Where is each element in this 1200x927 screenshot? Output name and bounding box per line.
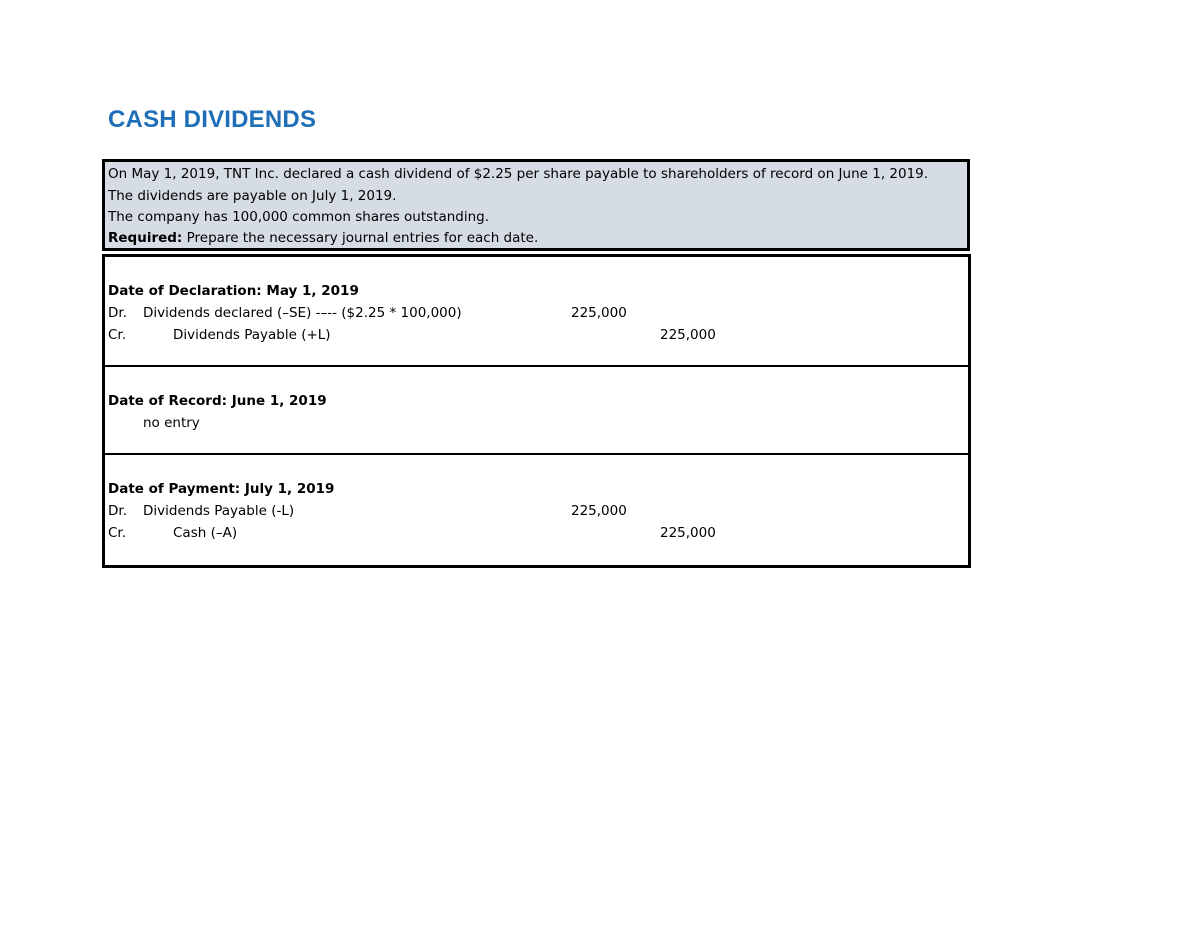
payment-debit-prefix: Dr.	[108, 503, 127, 519]
problem-required-line	[108, 229, 538, 247]
declaration-debit-account: Dividends declared (–SE) -–-- ($2.25 * 100,000)	[143, 305, 462, 321]
journal-entries-box	[102, 254, 971, 568]
page-title: CASH DIVIDENDS	[108, 106, 317, 133]
declaration-debit-prefix: Dr.	[108, 305, 127, 321]
problem-statement-box	[102, 159, 970, 251]
problem-line-3: The company has 100,000 common shares outstanding.	[108, 209, 490, 225]
payment-credit-amount: 225,000	[660, 525, 716, 541]
payment-credit-account: Cash (–A)	[173, 525, 238, 541]
record-note: no entry	[143, 415, 200, 431]
payment-heading: Date of Payment: July 1, 2019	[108, 481, 335, 497]
problem-line-1: On May 1, 2019, TNT Inc. declared a cash dividend of $2.25 per share payable to shareholders of record on June 1, 2019.	[108, 166, 929, 182]
section-divider	[105, 453, 968, 455]
payment-credit-prefix: Cr.	[108, 525, 127, 541]
declaration-heading: Date of Declaration: May 1, 2019	[108, 283, 359, 299]
required-text: Prepare the necessary journal entries for each date.	[182, 230, 539, 246]
payment-debit-amount: 225,000	[571, 503, 627, 519]
payment-debit-account: Dividends Payable (-L)	[143, 503, 295, 519]
required-label: Required:	[108, 230, 183, 246]
declaration-credit-account: Dividends Payable (+L)	[173, 327, 331, 343]
declaration-credit-amount: 225,000	[660, 327, 716, 343]
record-heading: Date of Record: June 1, 2019	[108, 393, 327, 409]
declaration-credit-prefix: Cr.	[108, 327, 127, 343]
section-divider	[105, 365, 968, 367]
problem-line-2: The dividends are payable on July 1, 2019.	[108, 188, 397, 204]
declaration-debit-amount: 225,000	[571, 305, 627, 321]
